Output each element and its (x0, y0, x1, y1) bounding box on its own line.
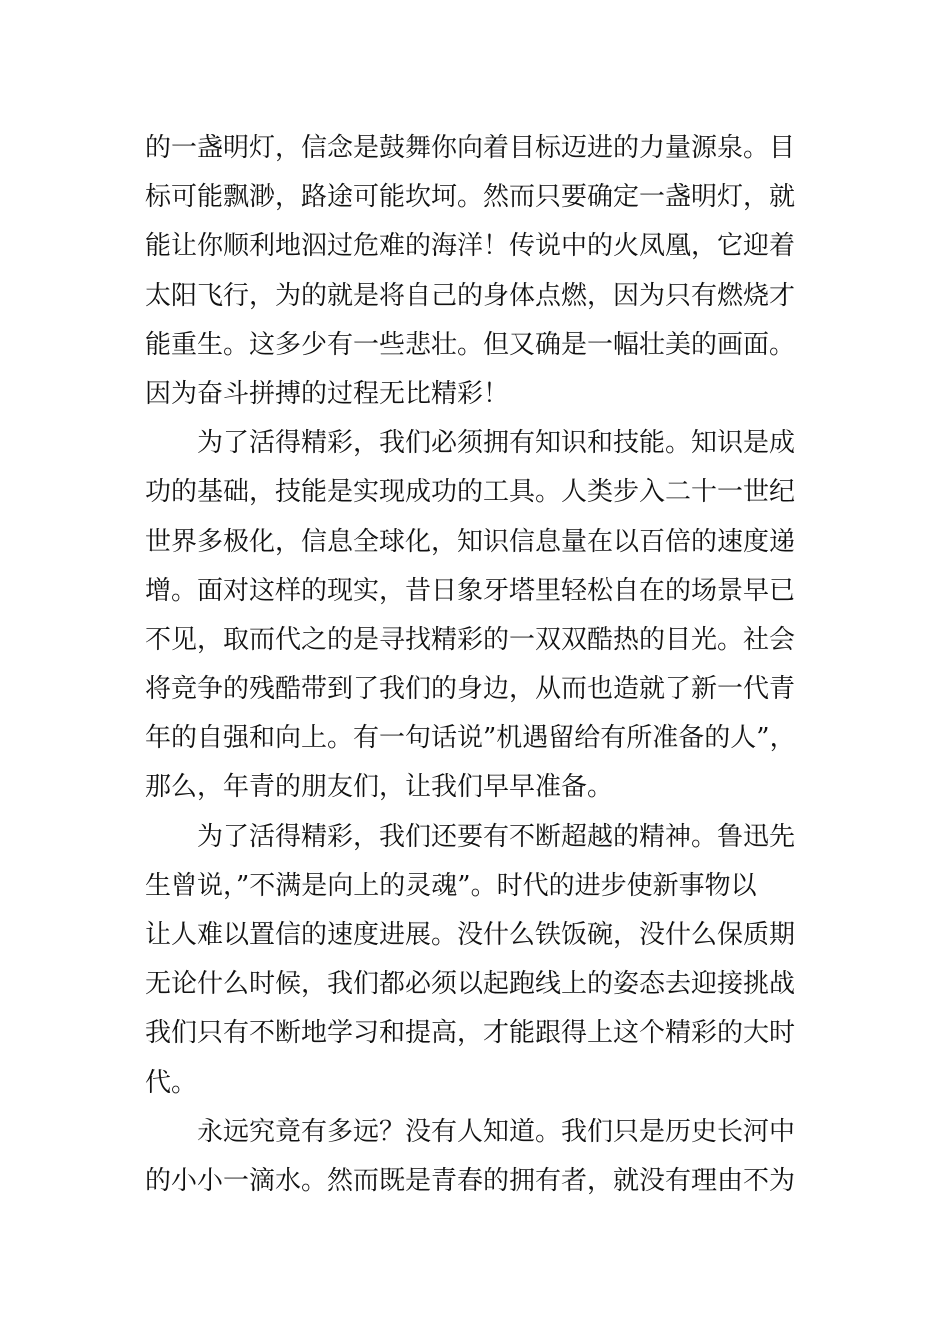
text-line: 为了活得精彩，我们必须拥有知识和技能。知识是成 (197, 428, 796, 459)
text-line: 永远究竟有多远？没有人知道。我们只是历史长河中 (197, 1116, 796, 1147)
text-line: 无论什么时候，我们都必须以起跑线上的姿态去迎接挑战 (145, 969, 796, 1000)
text-line: 那么，年青的朋友们，让我们早早准备。 (145, 772, 614, 803)
text-line: 因为奋斗拼搏的过程无比精彩！ (145, 378, 510, 409)
text-line: 增。面对这样的现实，昔日象牙塔里轻松自在的场景早已 (145, 575, 796, 606)
text-line: 能重生。这多少有一些悲壮。但又确是一幅壮美的画面。 (145, 329, 796, 360)
paragraph-2 (145, 419, 815, 813)
text-line: 能让你顺利地泅过危难的海洋！传说中的火凤凰，它迎着 (145, 231, 796, 262)
text-line: 将竞争的残酷带到了我们的身边，从而也造就了新一代青 (145, 674, 796, 705)
text-line: 功的基础，技能是实现成功的工具。人类步入二十一世纪 (145, 477, 796, 508)
text-line: 世界多极化，信息全球化，知识信息量在以百倍的速度递 (145, 526, 796, 557)
text-line: 太阳飞行，为的就是将自己的身体点燃，因为只有燃烧才 (145, 280, 796, 311)
paragraph-3 (145, 813, 815, 1108)
text-line: 我们只有不断地学习和提高，才能跟得上这个精彩的大时 (145, 1018, 796, 1049)
text-line: 为了活得精彩，我们还要有不断超越的精神。鲁迅先 (197, 821, 796, 852)
text-line: 年的自强和向上。有一句话说”机遇留给有所准备的人”， (145, 723, 796, 754)
text-line: 让人难以置信的速度进展。没什么铁饭碗，没什么保质期 (145, 920, 796, 950)
paragraph-4 (145, 1108, 815, 1206)
text-line: 的一盏明灯，信念是鼓舞你向着目标迈进的力量源泉。目 (145, 133, 796, 163)
paragraph-1 (145, 124, 815, 419)
body-text (145, 124, 815, 1206)
text-line: 代。 (145, 1067, 198, 1098)
text-line: 的小小一滴水。然而既是青春的拥有者，就没有理由不为 (145, 1165, 796, 1196)
text-line: 生曾说，”不满是向上的灵魂”。时代的进步使新事物以 (145, 870, 757, 901)
text-line: 不见，取而代之的是寻找精彩的一双双酷热的目光。社会 (145, 624, 796, 655)
text-line: 标可能飘渺，路途可能坎坷。然而只要确定一盏明灯，就 (145, 182, 796, 213)
